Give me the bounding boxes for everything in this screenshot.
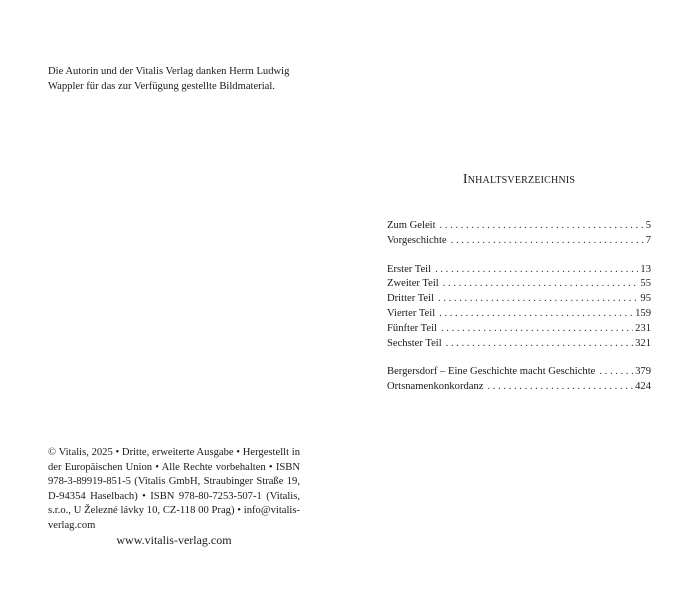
toc-dot-leader <box>599 366 633 377</box>
website-url: www.vitalis-verlag.com <box>116 533 232 547</box>
toc-dot-leader <box>438 293 638 304</box>
imprint-text: © Vitalis, 2025 • Dritte, erweiterte Ausgabe • Hergestellt in der Europäischen Union • Alle Rechte vorbehalten • ISBN 978-3-89919-851-5 (Vitalis GmbH, Straubinger Straße 19, D-94354 Haselbach) • ISBN 978-80-7253-507-1 (Vitalis, s.r.o., U Železné lávky 10, CZ-118 00 Prag) • info@vitalis-verlag.com <box>48 447 300 531</box>
toc-entry-page: 379 <box>635 366 651 378</box>
toc-entry <box>387 235 651 250</box>
toc-group <box>387 264 651 353</box>
toc-entry-page: 424 <box>635 381 651 393</box>
toc-entry-page: 7 <box>645 234 651 246</box>
toc-dot-leader <box>443 278 639 289</box>
toc-dot-leader <box>439 308 633 319</box>
toc-entry <box>387 308 651 323</box>
toc-entry-page: 95 <box>640 293 651 305</box>
acknowledgement-text: Die Autorin und der Vitalis Verlag danken Herrn Ludwig Wappler für das zur Verfügung gestellte Bildmaterial. <box>48 66 290 92</box>
toc-entry-label: Bergersdorf – Eine Geschichte macht Geschichte <box>387 366 596 378</box>
toc-entry-page: 55 <box>640 278 651 290</box>
toc-group <box>387 366 651 396</box>
toc-entry <box>387 293 651 308</box>
toc-entry-label: Vorgeschichte <box>387 234 447 246</box>
toc-dot-leader <box>440 220 644 231</box>
toc-entry-label: Sechster Teil <box>387 337 442 349</box>
right-page <box>347 0 693 600</box>
toc-dot-leader <box>488 381 634 392</box>
toc-entry <box>387 338 651 353</box>
toc-entry-page: 159 <box>635 307 651 319</box>
toc-entry-label: Dritter Teil <box>387 293 435 305</box>
toc-dot-leader <box>446 338 633 349</box>
table-of-contents <box>387 220 651 410</box>
toc-title: Inhaltsverzeichnis <box>462 172 576 187</box>
toc-entry <box>387 220 651 235</box>
toc-entry-label: Fünfter Teil <box>387 322 437 334</box>
toc-entry <box>387 278 651 293</box>
toc-entry-page: 13 <box>640 263 651 275</box>
toc-entry-label: Zweiter Teil <box>387 278 439 290</box>
toc-entry-label: Ortsnamenkonkordanz <box>387 381 484 393</box>
left-page <box>0 0 346 600</box>
toc-entry-page: 321 <box>635 337 651 349</box>
toc-entry-label: Erster Teil <box>387 263 432 275</box>
toc-entry-page: 231 <box>635 322 651 334</box>
toc-entry-label: Vierter Teil <box>387 307 436 319</box>
toc-dot-leader <box>451 235 644 246</box>
toc-entry-page: 5 <box>645 220 651 231</box>
toc-entry <box>387 381 651 396</box>
toc-dot-leader <box>435 264 638 275</box>
toc-dot-leader <box>441 323 633 334</box>
toc-entry <box>387 264 651 279</box>
toc-entry-label: Zum Geleit <box>387 220 436 231</box>
toc-entry <box>387 366 651 381</box>
toc-group <box>387 220 651 250</box>
toc-entry <box>387 323 651 338</box>
